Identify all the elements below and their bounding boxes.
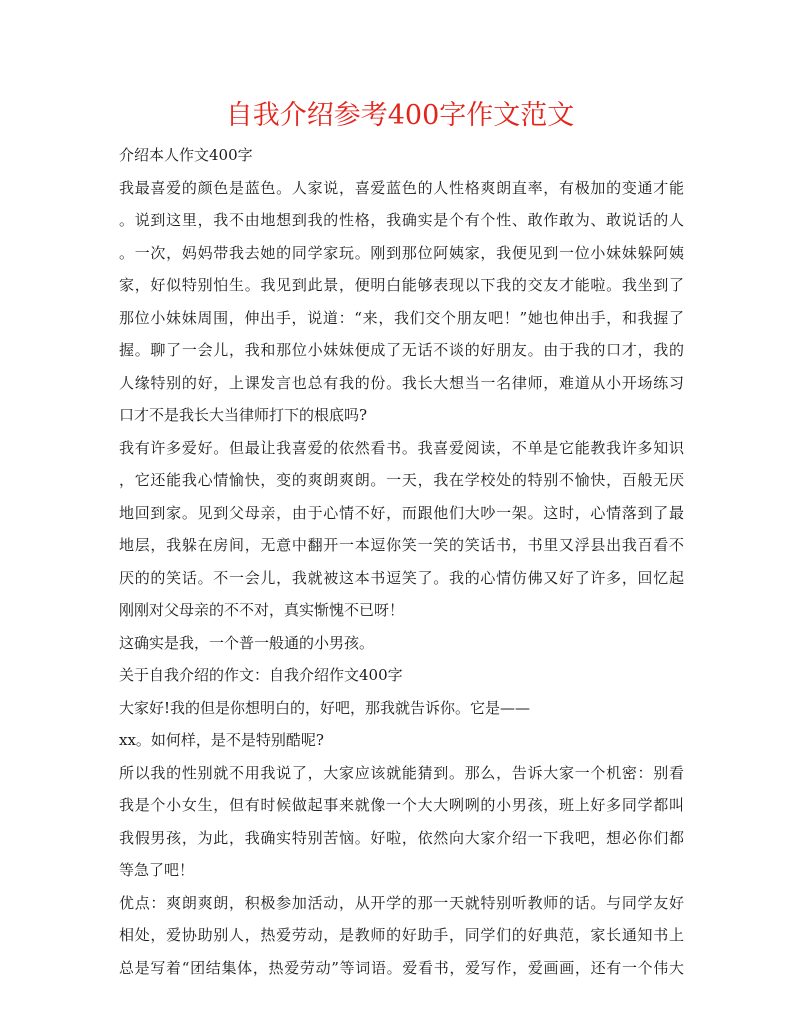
text-line: 等急了吧！	[119, 861, 195, 879]
text-line: 我假男孩，为此，我确实特别苦恼。好啦，依然向大家介绍一下我吧，想必你们都	[119, 828, 684, 847]
text-line: 地回到家。见到父母亲，由于心情不好，而跟他们大吵一架。这时，心情落到了最	[119, 503, 684, 522]
text-line: 人缘特别的好，上课发言也总有我的份。我长大想当一名律师，难道从小开场练习	[119, 373, 684, 392]
text-line: 刚刚对父母亲的不不对，真实惭愧不已呀！	[119, 601, 405, 619]
text-line: 优点：爽朗爽朗，积极参加活动，从开学的那一天就特别听教师的话。与同学友好	[119, 893, 684, 912]
text-line: 我有许多爱好。但最让我喜爱的依然看书。我喜爱阅读，不单是它能教我许多知识	[119, 438, 684, 457]
text-line: xx。如何样，是不是特别酷呢?	[119, 731, 324, 749]
text-line: 口才不是我长大当律师打下的根底吗?	[119, 406, 368, 424]
text-line: 总是写着“团结集体，热爱劳动”等词语。爱看书，爱写作，爱画画，还有一个伟大	[119, 958, 684, 977]
text-line: 大家好!我的但是你想明白的，好吧，那我就告诉你。它是——	[119, 698, 531, 717]
text-line: 关于自我介绍的作文：自我介绍作文400字	[119, 666, 403, 684]
text-line: 相处，爱协助别人，热爱劳动，是教师的好助手，同学们的好典范，家长通知书上	[119, 926, 684, 944]
text-line: 所以我的性别就不用我说了，大家应该就能猜到。那么，告诉大家一个机密：别看	[119, 763, 684, 782]
text-line: 厌的的笑话。不一会儿，我就被这本书逗笑了。我的心情仿佛又好了许多，回忆起	[119, 568, 684, 587]
text-line: 握。聊了一会儿，我和那位小妹妹便成了无话不谈的好朋友。由于我的口才，我的	[119, 341, 684, 359]
text-line: ，它还能我心情愉快，变的爽朗爽朗。一天，我在学校处的特别不愉快，百般无厌	[119, 471, 684, 489]
text-line: 地层，我躲在房间，无意中翻开一本逗你笑一笑的笑话书，书里又浮县出我百看不	[119, 536, 684, 554]
text-line: 家，好似特别怕生。我见到此景，便明白能够表现以下我的交友才能啦。我坐到了	[119, 276, 684, 294]
document-body	[119, 139, 684, 984]
text-line: 。一次，妈妈带我去她的同学家玩。刚到那位阿姨家，我便见到一位小妹妹躲阿姨	[119, 243, 684, 262]
text-line: 。说到这里，我不由地想到我的性格，我确实是个有个性、敢作敢为、敢说话的人	[119, 211, 684, 229]
document-title: 自我介绍参考400字作文范文	[225, 100, 575, 131]
text-line: 这确实是我，一个普一般通的小男孩。	[119, 633, 375, 652]
text-line: 介绍本人作文400字	[119, 146, 253, 164]
text-line: 那位小妹妹周围，伸出手，说道：“来，我们交个朋友吧！”她也伸出手，和我握了	[119, 308, 684, 327]
text-line: 我最喜爱的颜色是蓝色。人家说，喜爱蓝色的人性格爽朗直率，有极加的变通才能	[119, 178, 684, 197]
text-line: 我是个小女生，但有时候做起事来就像一个大大咧咧的小男孩，班上好多同学都叫	[119, 796, 684, 814]
